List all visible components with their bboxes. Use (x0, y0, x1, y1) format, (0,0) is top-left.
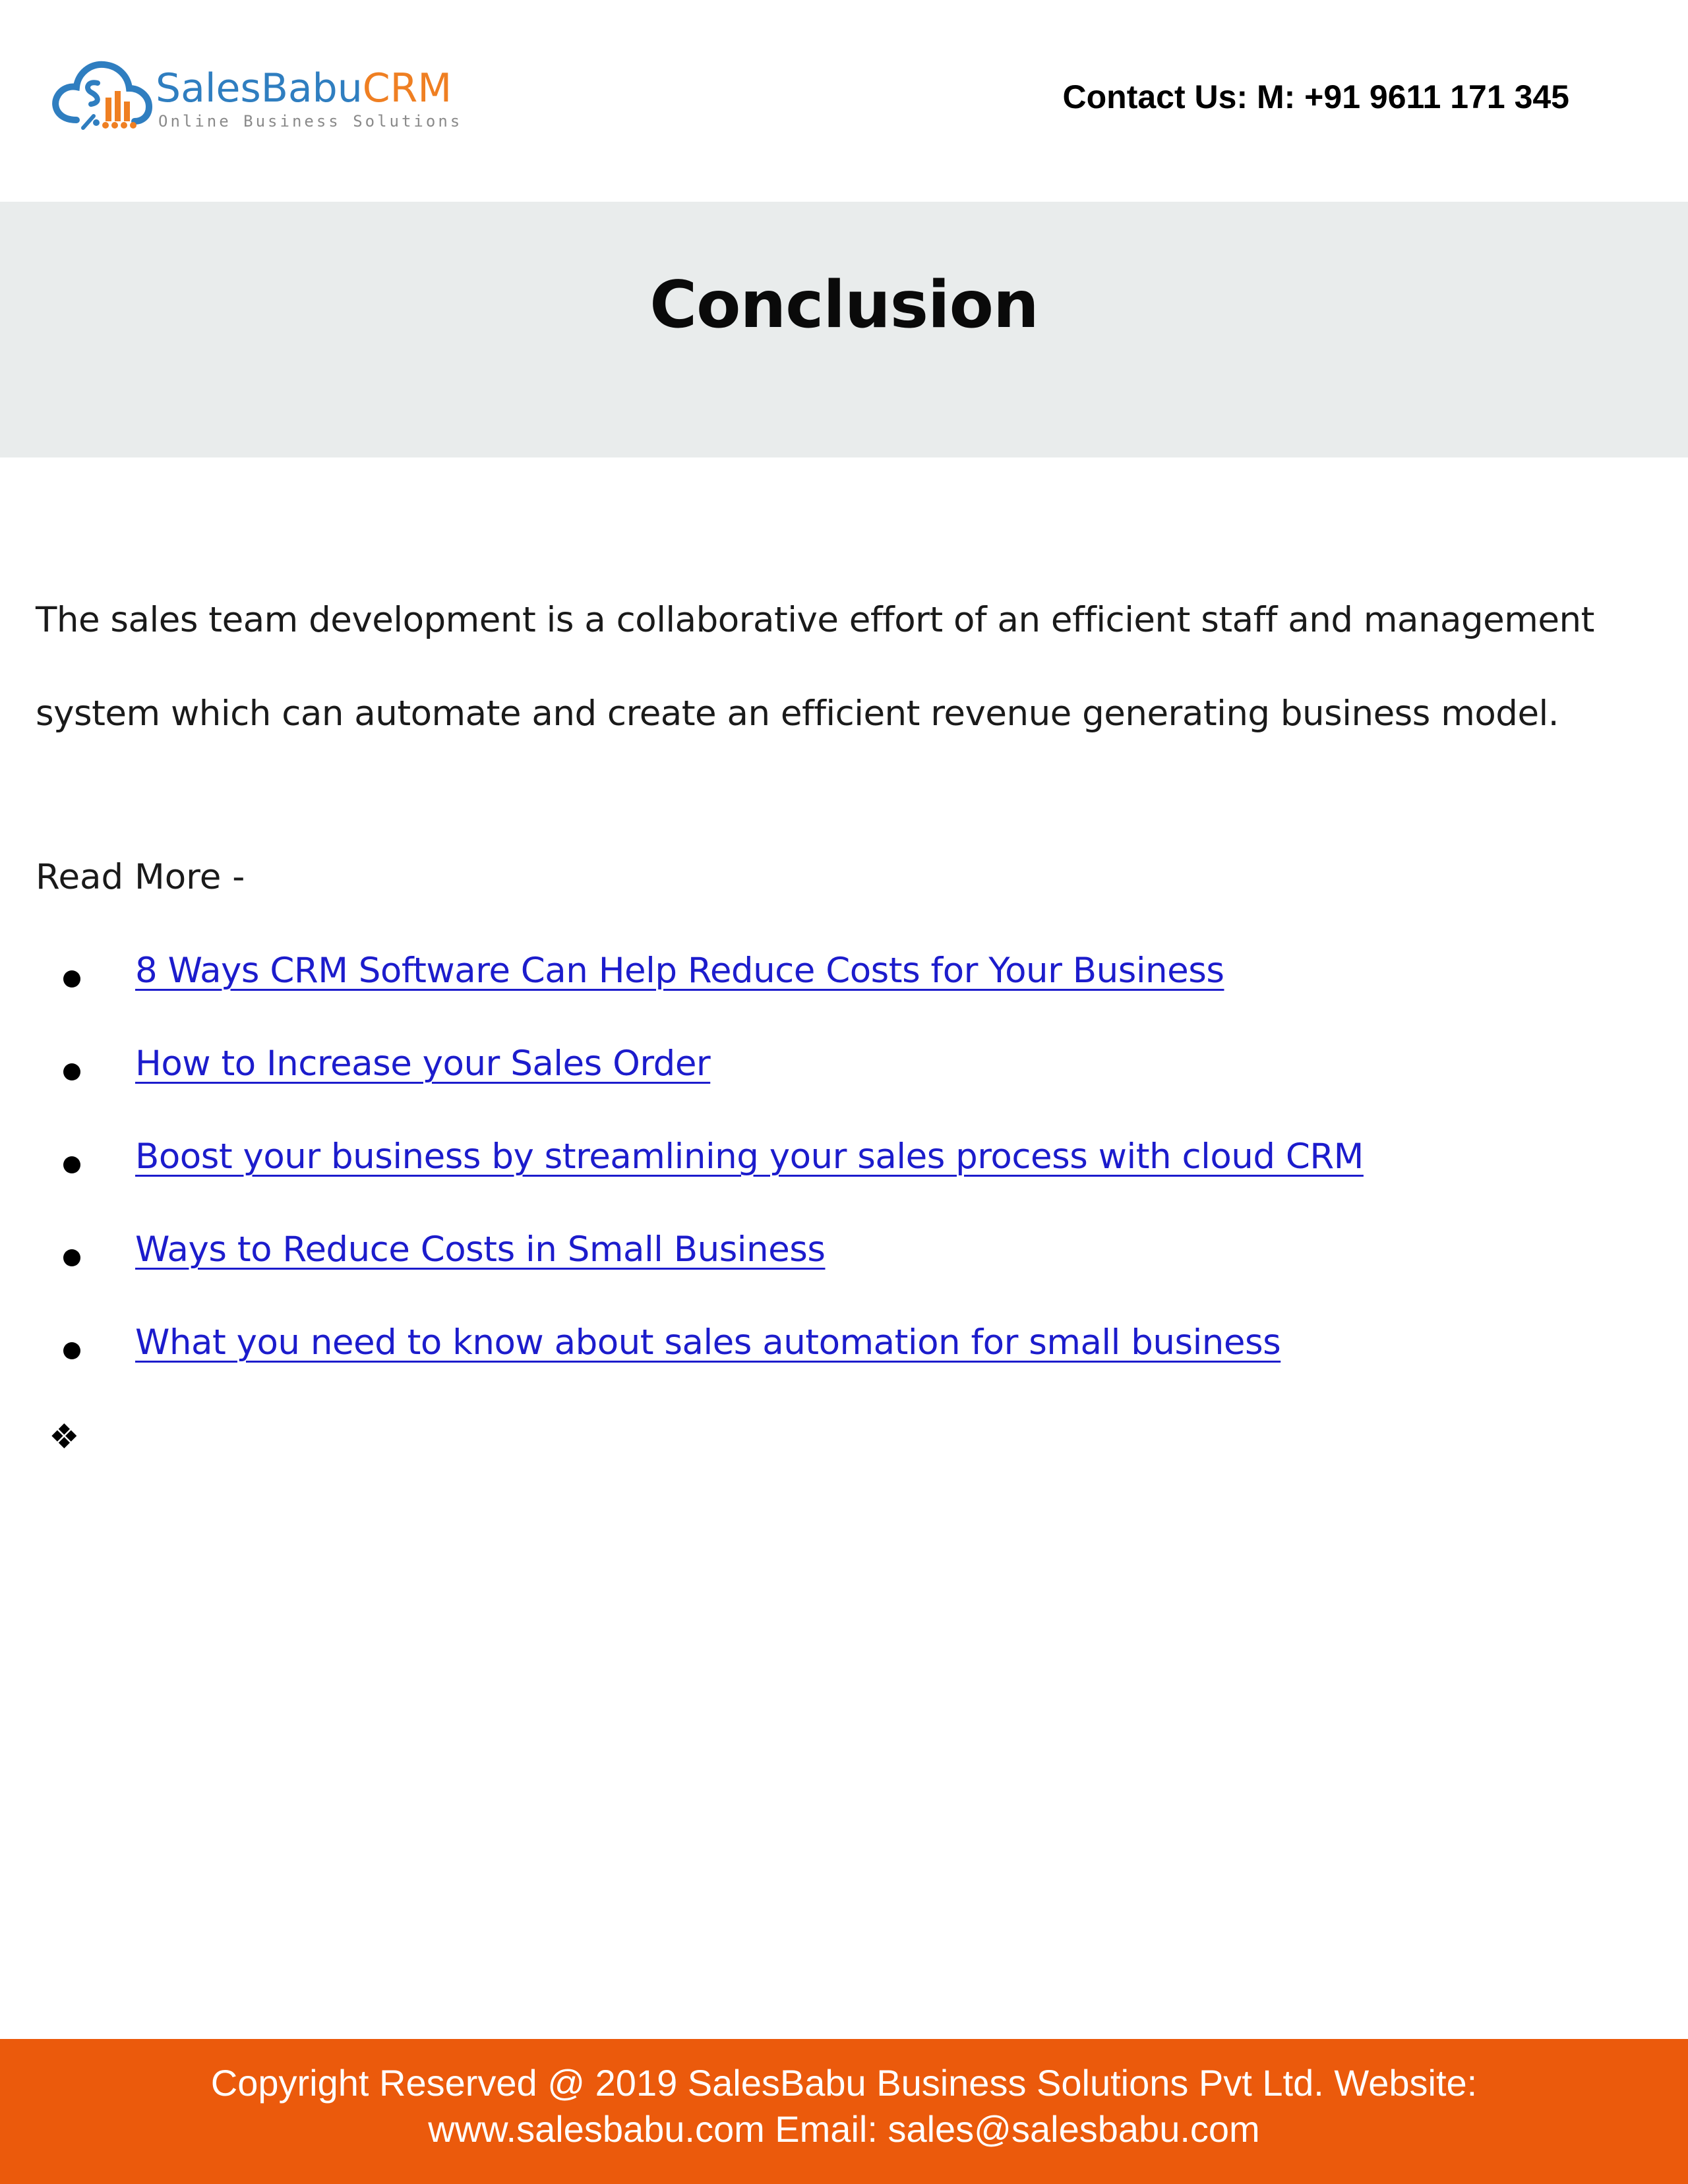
footer-text (0, 2060, 1688, 2152)
title-band (0, 202, 1688, 457)
link-crm-reduce-costs[interactable]: 8 Ways CRM Software Can Help Reduce Costs for Your Business (135, 951, 1224, 991)
logo-name-crm: CRM (362, 65, 452, 111)
cloud-chart-logo-icon (50, 54, 156, 136)
list-item (0, 951, 1688, 1044)
logo-name-sales: SalesBabu (156, 65, 363, 111)
link-sales-automation[interactable]: What you need to know about sales automation for small business (135, 1322, 1281, 1363)
page-title: Conclusion (649, 268, 1039, 343)
link-boost-business-cloud-crm[interactable]: Boost your business by streamlining your sales process with cloud CRM (135, 1136, 1364, 1177)
logo-tagline: Online Business Solutions (158, 112, 463, 131)
bullet-icon (63, 1342, 80, 1359)
link-increase-sales-order[interactable]: How to Increase your Sales Order (135, 1044, 711, 1084)
bullet-icon (63, 1063, 80, 1080)
read-more-list (0, 951, 1688, 1415)
list-item (0, 1136, 1688, 1229)
bullet-icon (63, 1249, 80, 1266)
bullet-icon (63, 1156, 80, 1173)
footer-copyright: Copyright Reserved @ 2019 SalesBabu Business Solutions Pvt Ltd. Website: (210, 2062, 1478, 2104)
bullet-icon (63, 970, 80, 988)
link-reduce-costs-small-business[interactable]: Ways to Reduce Costs in Small Business (135, 1229, 826, 1270)
read-more-label: Read More - (36, 857, 245, 897)
list-item (0, 1044, 1688, 1136)
footer-contact: www.salesbabu.com Email: sales@salesbabu.com (428, 2108, 1260, 2150)
page-header (0, 0, 1688, 202)
list-item (0, 1229, 1688, 1322)
logo[interactable] (50, 54, 463, 136)
contact-info: Contact Us: M: +91 9611 171 345 (1062, 78, 1569, 115)
diamond-bullet-icon: ❖ (49, 1417, 80, 1457)
list-item (0, 1322, 1688, 1415)
conclusion-paragraph: The sales team development is a collaborative effort of an efficient staff and management system which can automate and create an efficient revenue generating business model. (36, 600, 1594, 734)
logo-wordmark (156, 65, 452, 111)
page-footer (0, 2039, 1688, 2184)
